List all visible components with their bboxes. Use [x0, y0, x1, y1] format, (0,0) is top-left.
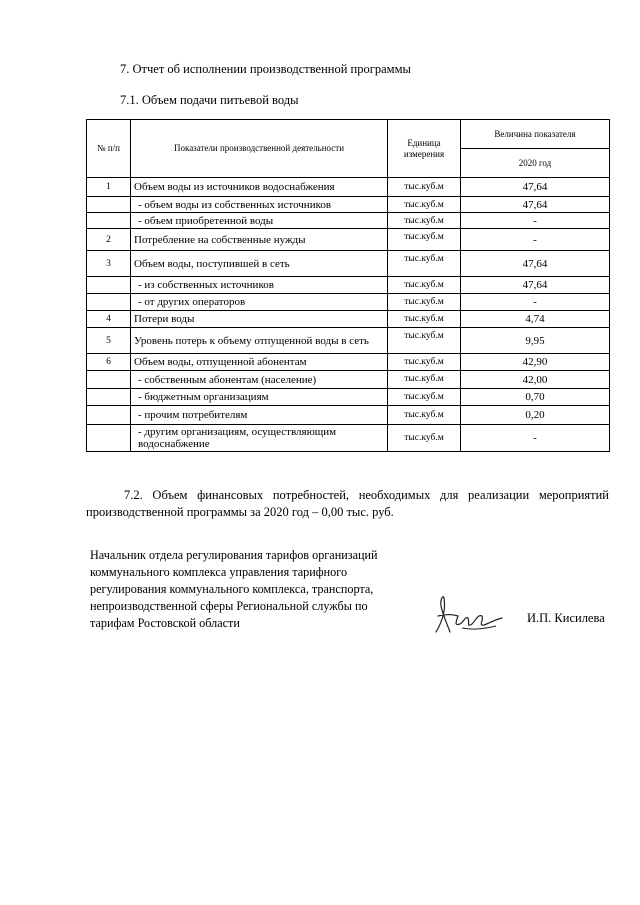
header-unit: Единица измерения [388, 120, 461, 178]
position-line: непроизводственной сферы Региональной службы по [90, 599, 368, 613]
table-row [87, 389, 610, 406]
water-supply-table [86, 119, 610, 452]
row-indicator: - прочим потребителям [131, 406, 388, 425]
row-value: 47,64 [461, 178, 610, 197]
row-indicator: - объем воды из собственных источников [131, 197, 388, 213]
row-value: - [461, 229, 610, 251]
row-indicator: Потребление на собственные нужды [131, 229, 388, 251]
table-row [87, 406, 610, 425]
row-indicator: Объем воды, поступившей в сеть [131, 251, 388, 277]
row-num [87, 371, 131, 389]
row-indicator: - другим организациям, осуществляющим водоснабжение [131, 425, 388, 452]
signatory-position [90, 547, 410, 632]
position-line: тарифам Ростовской области [90, 616, 240, 630]
row-value: 42,90 [461, 354, 610, 371]
row-num: 3 [87, 251, 131, 277]
row-indicator: Уровень потерь к объему отпущенной воды в сеть [131, 328, 388, 354]
row-value: 42,00 [461, 371, 610, 389]
row-unit: тыс.куб.м [388, 294, 461, 311]
row-indicator: - объем приобретенной воды [131, 213, 388, 229]
handwritten-signature [432, 592, 504, 636]
row-unit: тыс.куб.м [388, 425, 461, 452]
row-value: 4,74 [461, 311, 610, 328]
table-row [87, 425, 610, 452]
row-indicator: - бюджетным организациям [131, 389, 388, 406]
position-line: коммунального комплекса управления тарифного [90, 565, 348, 579]
table-row [87, 311, 610, 328]
position-line: регулирования коммунального комплекса, транспорта, [90, 582, 374, 596]
table-row [87, 277, 610, 294]
row-unit: тыс.куб.м [388, 197, 461, 213]
row-num: 4 [87, 311, 131, 328]
row-unit: тыс.куб.м [388, 406, 461, 425]
row-unit: тыс.куб.м [388, 213, 461, 229]
row-num: 1 [87, 178, 131, 197]
table-row [87, 354, 610, 371]
row-unit: тыс.куб.м [388, 277, 461, 294]
table-row [87, 251, 610, 277]
row-value: 47,64 [461, 277, 610, 294]
row-num [87, 294, 131, 311]
row-unit: тыс.куб.м [388, 389, 461, 406]
row-indicator: Потери воды [131, 311, 388, 328]
row-unit: тыс.куб.м [388, 229, 461, 251]
row-unit: тыс.куб.м [388, 178, 461, 197]
row-unit: тыс.куб.м [388, 371, 461, 389]
row-value: 0,70 [461, 389, 610, 406]
header-indicator: Показатели производственной деятельности [131, 120, 388, 178]
row-num [87, 197, 131, 213]
row-value: 0,20 [461, 406, 610, 425]
table-row [87, 294, 610, 311]
row-unit: тыс.куб.м [388, 311, 461, 328]
row-value: - [461, 213, 610, 229]
header-value-group: Величина показателя [461, 120, 610, 149]
table-row [87, 229, 610, 251]
row-indicator: - от других операторов [131, 294, 388, 311]
subsection-heading: 7.1. Объем подачи питьевой воды [120, 93, 299, 107]
section-heading: 7. Отчет об исполнении производственной программы [120, 62, 411, 76]
table-row [87, 371, 610, 389]
financial-needs-paragraph: 7.2. Объем финансовых потребностей, необходимых для реализации мероприятий производственной программы за 2020 год – 0,00 тыс. руб. [86, 488, 609, 519]
row-value: 9,95 [461, 328, 610, 354]
header-year: 2020 год [461, 149, 610, 178]
row-num: 2 [87, 229, 131, 251]
row-num [87, 389, 131, 406]
row-indicator: Объем воды, отпущенной абонентам [131, 354, 388, 371]
table-row [87, 178, 610, 197]
row-value: - [461, 425, 610, 452]
row-value: 47,64 [461, 197, 610, 213]
row-unit: тыс.куб.м [388, 251, 461, 277]
position-line: Начальник отдела регулирования тарифов организаций [90, 548, 378, 562]
row-value: - [461, 294, 610, 311]
table-row [87, 328, 610, 354]
row-indicator: - собственным абонентам (население) [131, 371, 388, 389]
row-indicator: - из собственных источников [131, 277, 388, 294]
row-num [87, 425, 131, 452]
header-num: № п/п [87, 120, 131, 178]
row-value: 47,64 [461, 251, 610, 277]
row-num [87, 406, 131, 425]
table-row [87, 213, 610, 229]
row-num: 5 [87, 328, 131, 354]
row-num [87, 277, 131, 294]
row-num [87, 213, 131, 229]
row-unit: тыс.куб.м [388, 354, 461, 371]
row-unit: тыс.куб.м [388, 328, 461, 354]
table-row [87, 197, 610, 213]
signatory-name: И.П. Кисилева [527, 611, 605, 625]
row-indicator: Объем воды из источников водоснабжения [131, 178, 388, 197]
row-num: 6 [87, 354, 131, 371]
